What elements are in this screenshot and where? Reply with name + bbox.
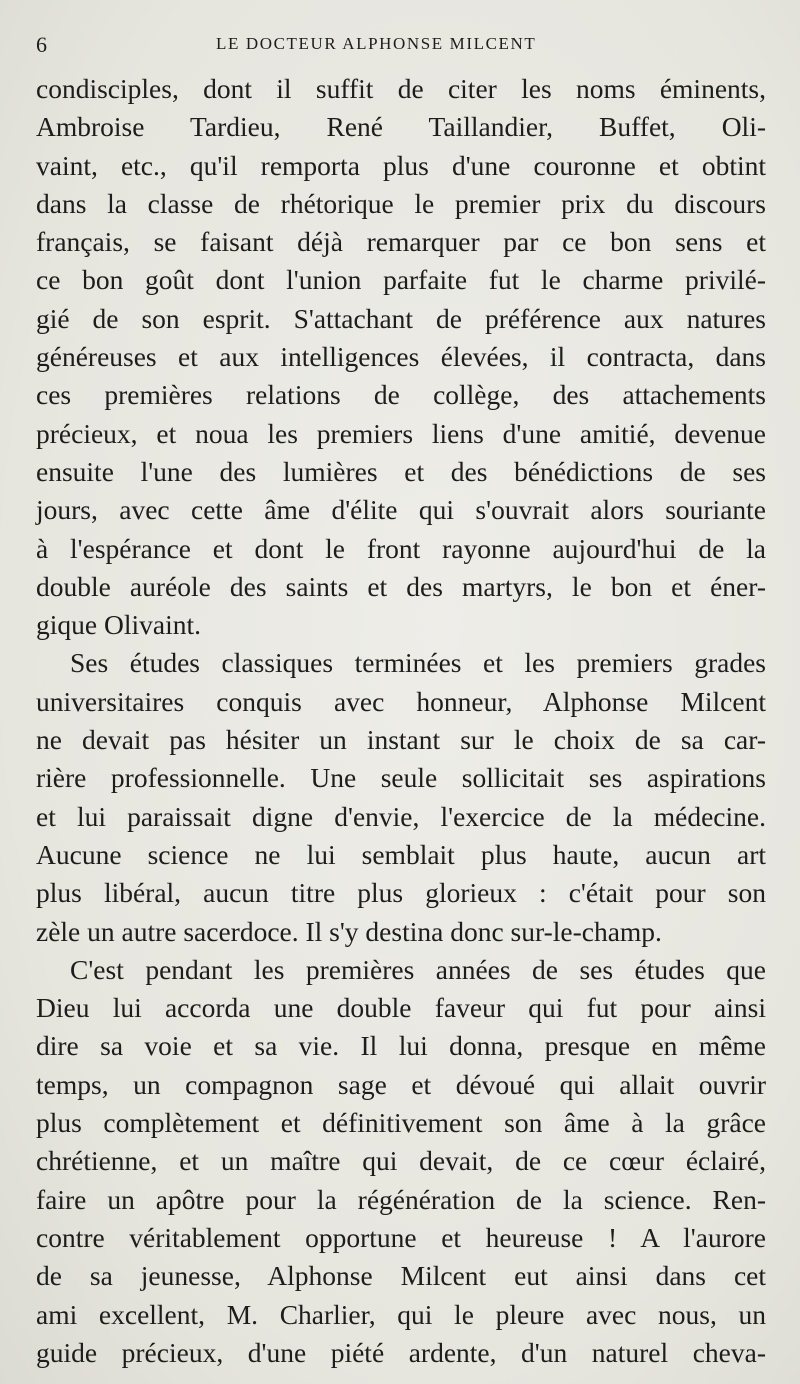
paragraph-end-line: gique Olivaint. [36, 609, 201, 641]
text-line: français, se faisant déjà remarquer par ce bon sens et [36, 226, 766, 258]
text-line: double auréole des saints et des martyrs, le bon et éner- [36, 570, 766, 602]
text-line: rière professionnelle. Une seule sollicitait ses aspirations [36, 762, 766, 794]
text-line: ensuite l'une des lumières et des bénédictions de ses [36, 455, 766, 487]
paragraph-start-line: Ses études classiques terminées et les premiers grades [70, 647, 766, 679]
paragraph-start-line: C'est pendant les premières années de ses études que [70, 953, 766, 985]
text-line: précieux, et noua les premiers liens d'une amitié, devenue [36, 417, 766, 449]
text-line: faire un apôtre pour la régénération de la science. Ren- [36, 1183, 766, 1215]
page-number: 6 [36, 32, 48, 57]
text-line: dans la classe de rhétorique le premier prix du discours [36, 187, 766, 219]
text-line: et lui paraissait digne d'envie, l'exercice de la médecine. [36, 800, 766, 832]
text-line: chrétienne, et un maître qui devait, de ce cœur éclairé, [36, 1145, 766, 1177]
text-line: généreuses et aux intelligences élevées, il contracta, dans [36, 341, 766, 373]
text-line: ces premières relations de collège, des attachements [36, 379, 766, 411]
text-line: Dieu lui accorda une double faveur qui fut pour ainsi [36, 992, 766, 1024]
text-line: ami excellent, M. Charlier, qui le pleure avec nous, un [36, 1298, 766, 1330]
text-line: universitaires conquis avec honneur, Alphonse Milcent [36, 685, 766, 717]
text-line: Aucune science ne lui semblait plus haute, aucun art [36, 838, 766, 870]
text-line: dire sa voie et sa vie. Il lui donna, presque en même [36, 1030, 766, 1062]
text-line: gié de son esprit. S'attachant de préférence aux natures [36, 302, 766, 334]
body-text [36, 70, 766, 1372]
page-header [36, 26, 766, 64]
text-line: ce bon goût dont l'union parfaite fut le charme privilé- [36, 264, 766, 296]
text-line: de sa jeunesse, Alphonse Milcent eut ainsi dans cet [36, 1260, 766, 1292]
text-line: temps, un compagnon sage et dévoué qui allait ouvrir [36, 1068, 766, 1100]
running-title: LE DOCTEUR ALPHONSE MILCENT [216, 34, 537, 53]
text-line: plus complètement et définitivement son âme à la grâce [36, 1107, 766, 1139]
text-line: contre véritablement opportune et heureuse ! A l'aurore [36, 1221, 766, 1253]
text-line: condisciples, dont il suffit de citer les noms éminents, [36, 73, 766, 104]
text-line: guide précieux, d'une piété ardente, d'un naturel cheva- [36, 1336, 766, 1368]
text-line: Ambroise Tardieu, René Taillandier, Buffet, Oli- [36, 111, 766, 143]
text-line: vaint, etc., qu'il remporta plus d'une couronne et obtint [36, 149, 766, 181]
text-line: à l'espérance et dont le front rayonne aujourd'hui de la [36, 532, 766, 564]
paragraph-end-line: zèle un autre sacerdoce. Il s'y destina donc sur-le-champ. [36, 915, 662, 947]
text-line: jours, avec cette âme d'élite qui s'ouvrait alors souriante [36, 494, 766, 526]
text-line: ne devait pas hésiter un instant sur le choix de sa car- [36, 724, 766, 756]
text-line: plus libéral, aucun titre plus glorieux : c'était pour son [36, 877, 766, 909]
